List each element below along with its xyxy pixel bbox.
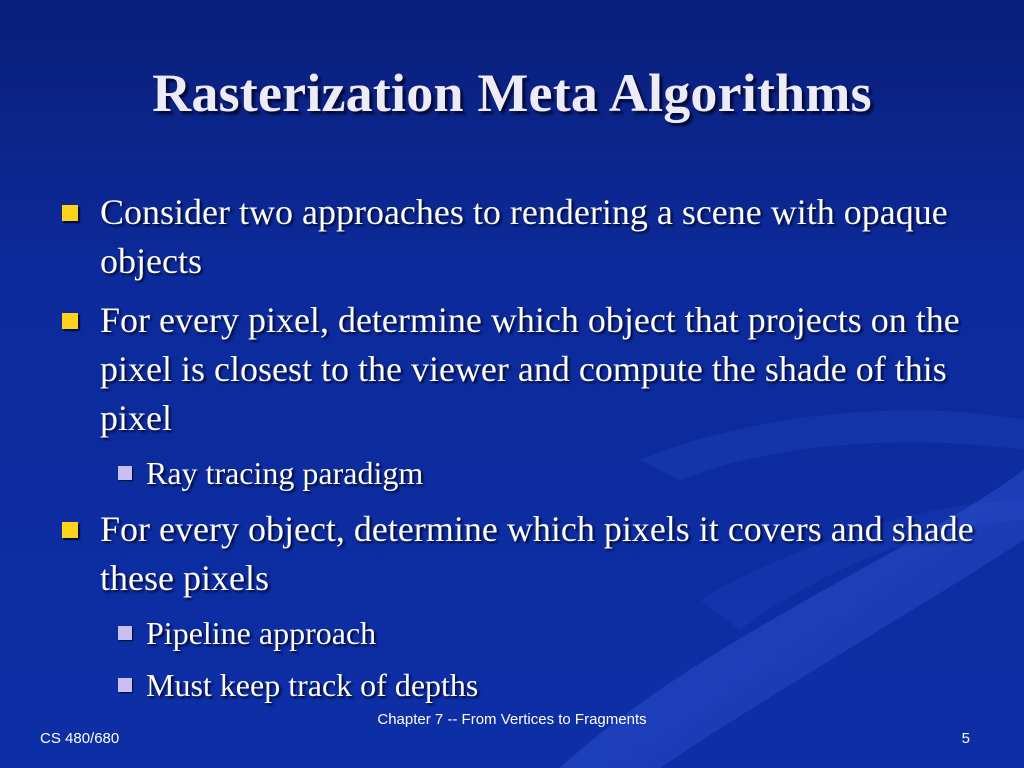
sub-bullet-text: Pipeline approach	[146, 615, 377, 651]
slide-title: Rasterization Meta Algorithms	[152, 63, 872, 123]
bullet-text: Consider two approaches to rendering a scene with opaque objects	[100, 192, 948, 281]
sub-bullet-square-icon	[118, 678, 132, 692]
sub-bullet-text: Ray tracing paradigm	[146, 455, 424, 491]
bullet-square-icon	[62, 205, 78, 221]
bullet-text: For every object, determine which pixels it covers and shade these pixels	[100, 509, 974, 598]
bullet-item	[100, 188, 980, 286]
sub-bullet-text: Must keep track of depths	[146, 667, 479, 703]
bullet-square-icon	[62, 522, 78, 538]
sub-bullet-square-icon	[118, 626, 132, 640]
sub-bullet-item	[146, 663, 946, 707]
sub-bullet-item	[146, 611, 946, 655]
footer-course: CS 480/680	[40, 730, 120, 747]
bullet-item	[100, 505, 980, 603]
bullet-square-icon	[62, 313, 78, 329]
sub-bullet-item	[146, 451, 946, 495]
bullet-item	[100, 296, 980, 443]
sub-bullet-square-icon	[118, 466, 132, 480]
footer-chapter: Chapter 7 -- From Vertices to Fragments	[377, 711, 647, 728]
footer-page-number: 5	[961, 730, 970, 747]
bullet-text: For every pixel, determine which object that projects on the pixel is closest to the viewer and compute the shade of this pixel	[100, 300, 960, 438]
